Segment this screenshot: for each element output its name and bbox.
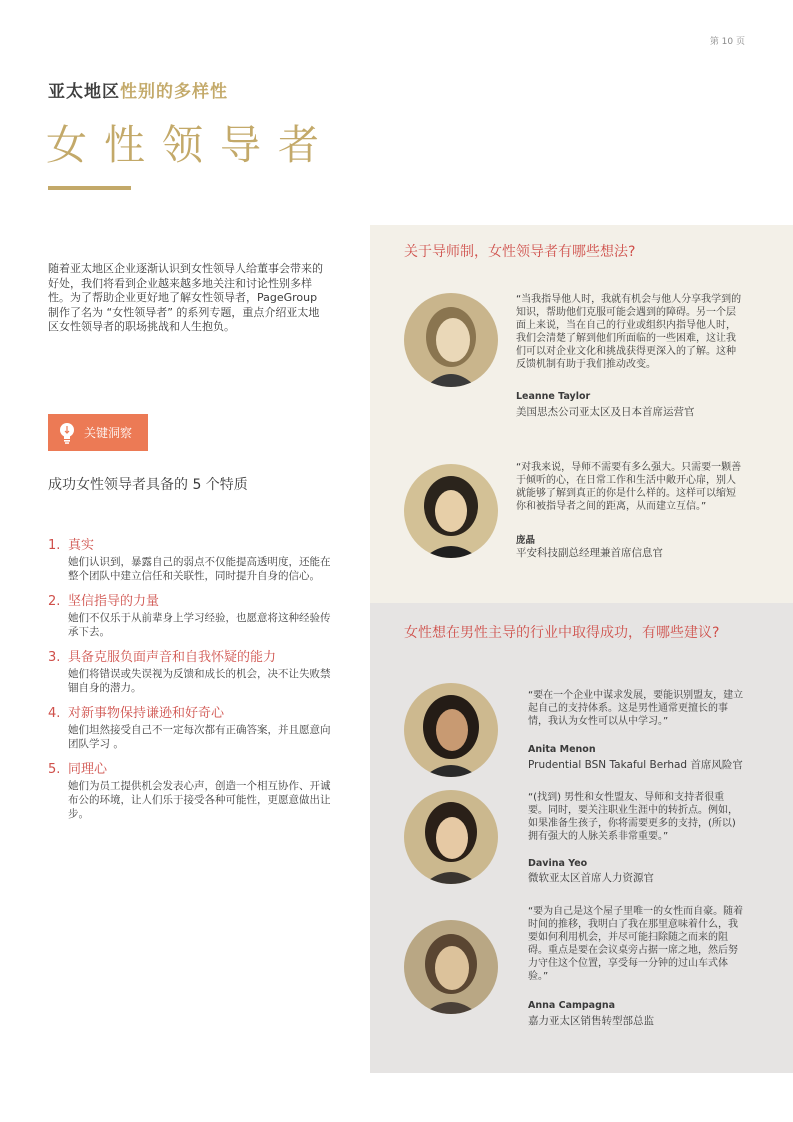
trait-description: 她们坦然接受自己不一定每次都有正确答案，并且愿意向团队学习 。 [68,724,331,750]
trait-number: 5. [48,762,61,777]
badge-label: 关键洞察 [84,426,133,440]
trait-item [48,537,333,583]
anna-campagna-photo [404,920,498,1014]
trait-title-text: 具备克服负面声音和自我怀疑的能力 [68,650,277,665]
trait-title [48,705,333,723]
trait-description: 她们不仅乐于从前辈身上学习经验，也愿意将这种经验传承下去。 [68,612,331,638]
person-name: Anna Campagna [528,1000,616,1011]
anita-menon-photo [404,683,498,777]
trait-title-text: 真实 [68,538,95,553]
leanne-taylor-photo [404,293,498,387]
region-label: 亚太地区 [48,82,120,102]
person-name: 庞晶 [516,535,536,546]
page-number: 第 10 页 [709,37,745,47]
trait-description: 她们将错误或失误视为反馈和成长的机会，决不让失败禁锢自身的潜力。 [68,668,331,694]
person-title: 平安科技副总经理兼首席信息官 [516,547,663,559]
trait-description: 她们认识到，暴露自己的弱点不仅能提高透明度，还能在整个团队中建立信任和关联性，同时提升自身的信心。 [68,556,331,582]
quote-text: “(找到) 男性和女性盟友、导师和支持者很重要。同时，要关注职业生涯中的转折点。例如，如果准备生孩子，你将需要更多的支持，(所以) 拥有强大的人脉关系非常重要。” [528,792,738,842]
trait-title [48,649,333,667]
person-title: 美国思杰公司亚太区及日本首席运营官 [516,406,695,418]
pang-jing-photo [404,464,498,558]
traits-heading: 成功女性领导者具备的 5 个特质 [48,477,248,493]
trait-title-text: 坚信指导的力量 [68,594,160,609]
trait-title-text: 同理心 [68,762,108,777]
person-title: 嘉力亚太区销售转型部总监 [528,1015,654,1027]
trait-number: 2. [48,594,61,609]
traits-list [48,537,333,831]
trait-title [48,761,333,779]
trait-description: 她们为员工提供机会发表心声，创造一个相互协作、开诚布公的环境，让人们乐于接受各种可能性，更愿意做出让步。 [68,780,331,820]
trait-item [48,649,333,695]
mentoring-heading: 关于导师制，女性领导者有哪些想法? [404,244,636,260]
person-title: 微软亚太区首席人力资源官 [528,872,654,884]
topic-label: 性别的多样性 [120,82,228,102]
trait-number: 4. [48,706,61,721]
person-name: Anita Menon [528,744,596,755]
quote-text: “当我指导他人时，我就有机会与他人分享我学到的知识，帮助他们克服可能会遇到的障碍。另一个层面上来说，当在自己的行业或组织内指导他人时，我们会清楚了解到他们所面临的一些困难，这让我们可以对企业文化和挑战获得更深入的了解。这种反馈机制有助于我们推动改变。 [516,294,742,370]
person-title: Prudential BSN Takaful Berhad 首席风险官 [528,759,743,771]
advice-heading: 女性想在男性主导的行业中取得成功，有哪些建议? [404,625,720,641]
title-underline [48,186,131,190]
davina-yeo-photo [404,790,498,884]
key-insight-badge [48,414,148,451]
intro-paragraph: 随着亚太地区企业逐渐认识到女性领导人给董事会带来的好处，我们将看到企业越来越多地关注和讨论性别多样性。为了帮助企业更好地了解女性领导者，PageGroup 制作了名为 “女性领导者” 的系列专题，重点介绍亚太地区女性领导者的职场挑战和人生抱负。 [48,262,323,333]
section-kicker [48,77,228,102]
trait-item [48,761,333,821]
page-title: 女性领导者 [46,121,336,169]
trait-title [48,537,333,555]
trait-number: 1. [48,538,61,553]
person-name: Davina Yeo [528,858,588,869]
trait-number: 3. [48,650,61,665]
trait-title-text: 对新事物保持谦逊和好奇心 [68,706,225,721]
trait-item [48,705,333,751]
trait-title [48,593,333,611]
quote-text: “要在一个企业中谋求发展，要能识别盟友，建立起自己的支持体系。这是男性通常更擅长的事情，我认为女性可以从中学习。” [528,690,744,727]
trait-item [48,593,333,639]
quote-text: “对我来说，导师不需要有多么强大。只需要一颗善于倾听的心，在日常工作和生活中敞开心扉，别人就能够了解到真正的你是什么样的。这样可以缩短你和被指导者之间的距离，从而建立互信。” [516,462,742,512]
quote-text: “要为自己是这个屋子里唯一的女性而自豪。随着时间的推移，我明白了我在那里意味着什么，我要如何利用机会，并尽可能扫除随之而来的阻碍。重点是要在会议桌旁占据一席之地，然后努力守住这个位置，享受每一分钟的过山车式体验。” [528,906,744,982]
lightbulb-icon [58,422,76,444]
person-name: Leanne Taylor [516,391,591,402]
